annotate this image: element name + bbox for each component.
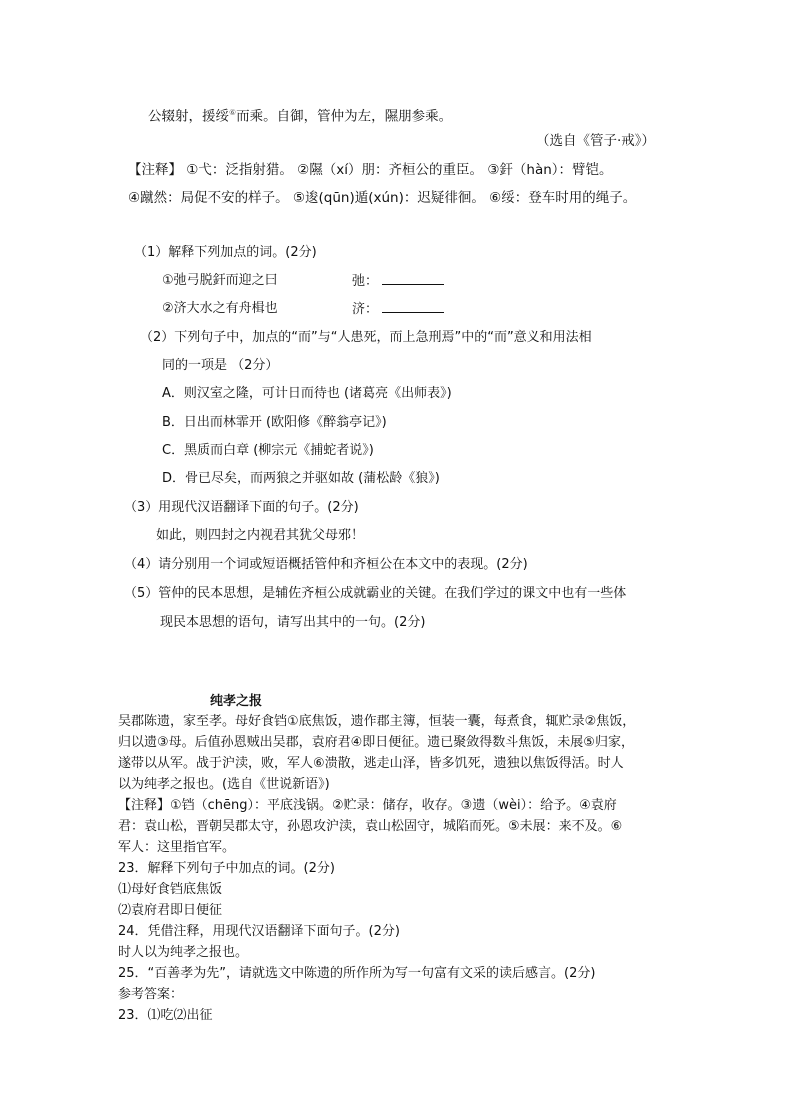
question-23: 23．解释下列句子中加点的词。(2分) <box>118 861 335 876</box>
answer-23: 23．⑴吃⑵出征 <box>118 1008 213 1023</box>
question-2-line2: 同的一项是 （2分） <box>162 358 279 373</box>
question-23-item: ⑴母好食铛底焦饭 <box>118 882 223 897</box>
question-23-item: ⑵袁府君即日便征 <box>118 903 223 918</box>
question-1-answer-b: 济： <box>352 299 444 320</box>
passage2-title: 纯孝之报 <box>210 694 263 709</box>
answer-blank[interactable] <box>382 271 444 285</box>
question-5-line1: （5）管仲的民本思想，是辅佐齐桓公成就霸业的关键。在我们学过的课文中也有一些体 <box>124 586 627 601</box>
footnote-mark: ⑥ <box>229 108 237 117</box>
question-2-option-a: A．则汉室之隆，可计日而待也 (诸葛亮《出师表》) <box>162 386 452 401</box>
question-4: （4）请分别用一个词或短语概括管仲和齐桓公在本文中的表现。(2分) <box>124 557 528 572</box>
question-1-item-b: ②济大水之有舟楫也 <box>162 301 278 316</box>
answer-heading: 参考答案： <box>118 987 184 1002</box>
passage1-notes-line2: ④蹴然：局促不安的样子。 ⑤逡(qūn)遁(xún)：迟疑徘徊。 ⑥绥：登车时用的绳子。 <box>128 190 637 206</box>
question-2-option-b: B．日出而林霏开 (欧阳修《醉翁亭记》) <box>162 415 387 430</box>
question-5-line2: 现民本思想的语句，请写出其中的一句。(2分) <box>160 615 426 630</box>
passage1-source: （选自《管子·戒》） <box>536 133 656 149</box>
question-24-sentence: 时人以为纯孝之报也。 <box>118 945 249 960</box>
passage2-notes: 【注释】①铛（chēng）：平底浅锅。②贮录：储存，收存。③遗（wèi）：给予。④袁府 <box>118 798 617 813</box>
passage2-notes: 军人：这里指官军。 <box>118 840 236 855</box>
question-1: （1）解释下列加点的词。(2分) <box>134 245 317 260</box>
question-2-option-d: D．骨已尽矣，而两狼之并驱如故 (蒲松龄《狼》) <box>162 471 440 486</box>
question-2-line1: （2）下列句子中，加点的“而”与“人患死，而上急刑焉”中的“而”意义和用法相 <box>140 330 592 345</box>
passage2-notes: 君：袁山松，晋朝吴郡太守，孙恩攻沪渎，袁山松固守，城陷而死。⑤未展：来不及。⑥ <box>118 819 623 834</box>
question-25: 25．“百善孝为先”，请就选文中陈遗的所作所为写一句富有文采的读后感言。(2分) <box>118 966 596 981</box>
question-24: 24．凭借注释，用现代汉语翻译下面句子。(2分) <box>118 924 400 939</box>
answer-blank[interactable] <box>382 299 444 313</box>
passage2-line: 以为纯孝之报也。(选自《世说新语》) <box>118 777 330 792</box>
question-3-sentence: 如此，则四封之内视君其犹父母邪！ <box>156 528 365 543</box>
question-1-answer-a: 弛： <box>352 271 444 292</box>
question-1-item-a: ①弛弓脱釬而迎之曰 <box>162 273 278 288</box>
question-2-option-c: C．黑质而白章 (柳宗元《捕蛇者说》) <box>162 443 374 458</box>
passage1-notes-line1: 【注释】 ①弋：泛指射猎。 ②隰（xí）朋：齐桓公的重臣。 ③釬（hàn）：臂铠。 <box>128 162 613 178</box>
passage2-line: 吴郡陈遗，家至孝。母好食铛①底焦饭，遗作郡主簿，恒装一囊，每煮食，辄贮录②焦饭， <box>118 714 636 729</box>
question-3: （3）用现代汉语翻译下面的句子。(2分) <box>124 500 359 515</box>
passage2-line: 遂带以从军。战于沪渎，败，军人⑥溃散，逃走山泽，皆多饥死，遗独以焦饭得活。时人 <box>118 756 624 771</box>
passage1-line1: 公辍射，援绥⑥而乘。自御，管仲为左，隰朋参乘。 <box>148 108 453 125</box>
passage2-line: 归以遗③母。后值孙恩贼出吴郡，袁府君④即日便征。遗已聚敛得数斗焦饭，未展⑤归家， <box>118 735 634 750</box>
